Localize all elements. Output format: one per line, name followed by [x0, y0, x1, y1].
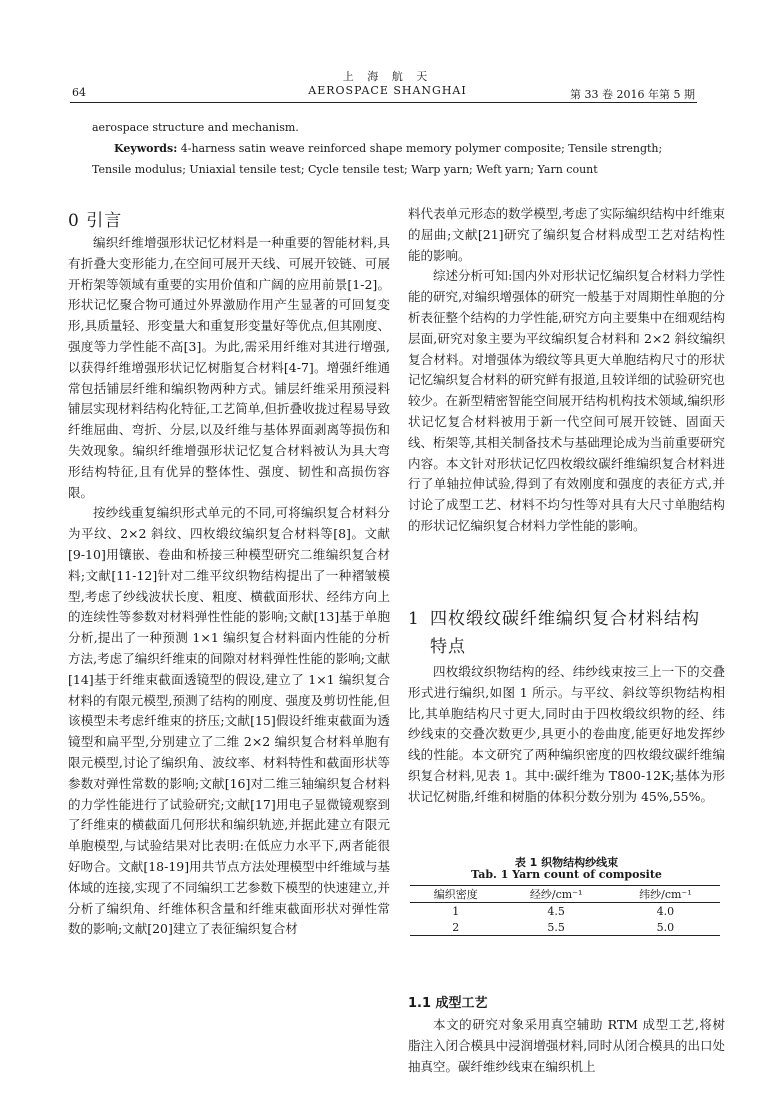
table-header-cell: 编织密度: [433, 888, 478, 901]
table-cell: 5.5: [547, 920, 565, 934]
section-1-number: 1: [408, 609, 420, 629]
section-1-title: [408, 605, 725, 661]
intro-paragraph-1: 编织纤维增强形状记忆材料是一种重要的智能材料,具有折叠大变形能力,在空间可展开天线、可展开铰链、可展开桁架等领域有重要的实用价值和广阔的应用前景[1-2]。形状记忆聚合物可通过外界激励作用产生显著的可回复变形,具质量轻、形变量大和重复形变量好等优点,但其刚度、强度等力学性能不高[3]。为此,需采用纤维对其进行增强,以获得纤维增强形状记忆树脂复合材料[4-7]。增强纤维通常包括铺层纤维和编织物两种方式。铺层纤维采用预浸料铺层实现材料结构化特征,工艺简单,但折叠收拢过程易导致纤维屈曲、弯折、分层,以及纤维与基体界面剥离等损伤和失效现象。编织纤维增强形状记忆复合材料被认为具大弯形结构特征,且有优异的整体性、强度、韧性和高损伤容限。: [68, 235, 390, 500]
section-1-body: [408, 662, 725, 808]
journal-title-en: AEROSPACE SHANGHAI: [308, 84, 467, 97]
keywords-label: Keywords:: [114, 142, 178, 155]
table-cell: 2: [452, 920, 460, 934]
left-column: [68, 233, 390, 940]
right-column: [408, 204, 725, 537]
table-row: [410, 903, 720, 920]
section-1-title-line1: 四枚缎纹碳纤维编织复合材料结构: [430, 609, 700, 629]
section-0-title: 0 引言: [68, 211, 123, 231]
table-cell: 4.0: [656, 904, 675, 918]
section-1-paragraph: 四枚缎纹织物结构的经、纬纱线束按三上一下的交叠形式进行编织,如图 1 所示。与平纹、斜纹等织物结构相比,其单胞结构尺寸更大,同时由于四枚缎纹织物的经、纬纱线束的交叠次数更少,具更小的卷曲度,能更好地发挥纱线的性能。本文研究了两种编织密度的四枚缎纹碳纤维编织复合材料,见表 1。其中:碳纤维为 T800-12K;基体为形状记忆树脂,纤维和树脂的体积分数分别为 45%,55%。: [408, 664, 725, 804]
intro-paragraph-2: 按纱线重复编织形式单元的不同,可将编织复合材料分为平纹、2×2 斜纹、四枚缎纹编织复合材料等[8]。文献[9-10]用镶嵌、卷曲和桥接三种模型研究二维编织复合材料;文献[11-12]针对二维平纹织物结构提出了一种褶皱模型,考虑了纱线波状长度、粗度、横截面形状、经纬方向上的连续性等参数对材料弹性性能的影响;文献[13]基于单胞分析,提出了一种预测 1×1 编织复合材料面内性能的分析方法,考虑了编织纤维束的间隙对材料弹性性能的影响;文献[14]基于纤维束截面透镜型的假设,建立了 1×1 编织复合材料的有限元模型,预测了结构的刚度、强度及剪切性能,但该模型未考虑纤维束的挤压;文献[15]假设纤维束截面为透镜型和扁平型,分别建立了二维 2×2 编织复合材料单胞有限元模型,讨论了编织角、波纹率、材料特性和截面形状等参数对弹性常数的影响;文献[16]对二维三轴编织复合材料的力学性能进行了试验研究;文献[17]用电子显微镜观察到了纤维束的横截面几何形状和编织轨迹,并据此建立有限元单胞模型,与试验结果对比表明:在低应力水平下,两者能很好吻合。文献[18-19]用共节点方法处理模型中纤维域与基体域的连接,实现了不同编织工艺参数下模型的快速建立,并分析了编织角、纤维体积含量和纤维束截面形状对弹性常数的影响;文献[20]建立了表征编织复合材: [68, 505, 390, 937]
intro-paragraph-3: 综述分析可知:国内外对形状记忆编织复合材料力学性能的研究,对编织增强体的研究一般基于对周期性单胞的分析表征整个结构的力学性能,研究方向主要集中在细观结构层面,研究对象主要为平纹编织复合材料和 2×2 斜纹编织复合材料。对增强体为缎纹等具更大单胞结构尺寸的形状记忆编织复合材料的研究鲜有报道,且较详细的试验研究也较少。在新型精密智能空间展开结构机构技术领域,编织形状记忆复合材料被用于新一代空间可展开铰链、固面天线、桁架等,其相关制备技术与基础理论成为当前重要研究内容。本文针对形状记忆四枚缎纹碳纤维编织复合材料进行了单轴拉伸试验,得到了有效刚度和强度的表征方式,并讨论了成型工艺、材料不均匀性等对具有大尺寸单胞结构的形状记忆编织复合材料力学性能的影响。: [408, 268, 725, 533]
table-cell: 5.0: [656, 920, 675, 934]
yarn-count-table: [410, 885, 720, 936]
subsection-1-1-title: 1.1 成型工艺: [408, 996, 488, 1011]
table-header-row: [410, 886, 720, 903]
page-number: 64: [72, 86, 86, 99]
journal-title-cn: 上 海 航 天: [342, 70, 433, 83]
table-cell: 1: [452, 904, 460, 918]
subsection-1-1-body: [408, 1015, 725, 1077]
abstract-tail: aerospace structure and mechanism.: [92, 121, 299, 134]
section-1-title-line2: 特点: [430, 637, 466, 657]
table-cell: 4.5: [547, 904, 565, 918]
header-rule: [70, 102, 697, 103]
volume-issue: 第 33 卷 2016 年第 5 期: [570, 88, 695, 101]
keywords: [92, 138, 696, 180]
table-caption-en: Tab. 1 Yarn count of composite: [471, 868, 662, 881]
keywords-text: 4-harness satin weave reinforced shape memory polymer composite; Tensile strength; Tensile modulus; Uniaxial tensile test; Cycle tensile test; Warp yarn; Weft yarn; Yarn count: [92, 142, 663, 176]
table-header-cell: 经纱/cm⁻¹: [529, 888, 583, 901]
table-header-cell: 纬纱/cm⁻¹: [639, 888, 692, 901]
subsection-1-1-paragraph: 本文的研究对象采用真空辅助 RTM 成型工艺,将树脂注入闭合模具中浸润增强材料,同时从闭合模具的出口处抽真空。碳纤维纱线束在编织机上: [408, 1017, 725, 1074]
table-caption-cn: 表 1 织物结构纱线束: [514, 856, 619, 869]
table-row: [410, 919, 720, 936]
intro-paragraph-2-cont: 料代表单元形态的数学模型,考虑了实际编织结构中纤维束的屈曲;文献[21]研究了编织复合材料成型工艺对结构性能的影响。: [408, 206, 725, 263]
